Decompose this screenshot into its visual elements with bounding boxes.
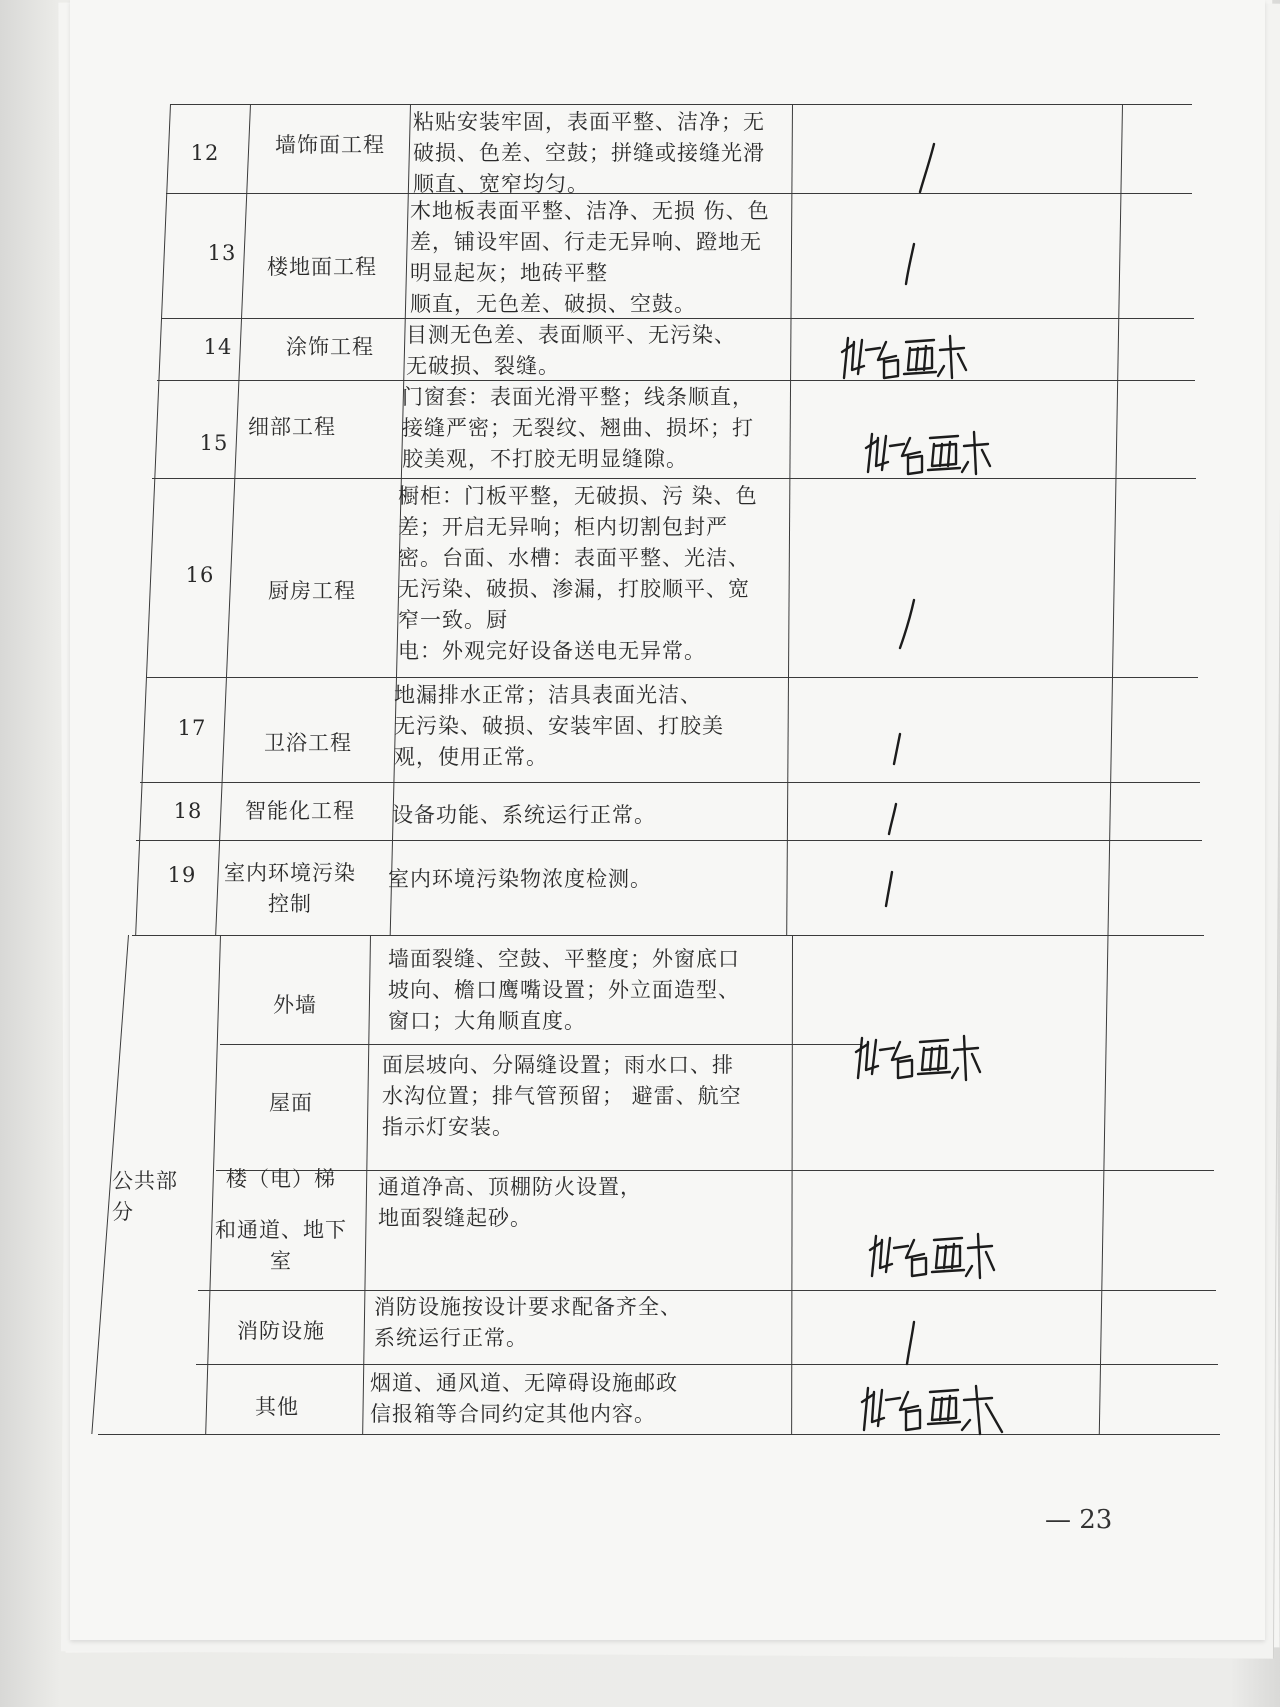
handwritten-slash-mark (876, 868, 906, 916)
document-page (70, 0, 1265, 1640)
handwritten-slash-mark (878, 800, 908, 844)
row-item: 智能化工程 (245, 799, 355, 823)
public-item: 消防设施 (237, 1319, 325, 1343)
handwritten-signature-conforms (840, 330, 970, 390)
public-item: 楼（电）梯 和通道、地下 室 (215, 1167, 347, 1273)
row-requirement: 门窗套：表面光滑平整；线条顺直， 接缝严密；无裂纹、翘曲、损坏；打 胶美观，不打胶无明显缝隙。 (402, 385, 754, 471)
handwritten-slash-mark (888, 596, 928, 660)
handwritten-signature-conforms (868, 1228, 998, 1292)
row-number: 12 (190, 141, 220, 165)
row-requirement: 地漏排水正常；洁具表面光洁、 无污染、破损、安装牢固、打胶美 观，使用正常。 (394, 683, 724, 769)
handwritten-slash-mark (896, 240, 926, 294)
row-number: 14 (203, 335, 233, 359)
handwritten-signature-conforms (864, 428, 994, 488)
row-requirement: 粘贴安装牢固，表面平整、洁净；无 破损、色差、空鼓；拼缝或接缝光滑 顺直、宽窄均匀。 (413, 110, 765, 196)
handwritten-slash-mark (896, 1318, 926, 1374)
row-number: 15 (199, 431, 229, 455)
page-number: — 23 (1045, 1505, 1113, 1535)
public-section-label: 公共部 分 (112, 1169, 178, 1224)
public-requirement: 消防设施按设计要求配备齐全、 系统运行正常。 (374, 1295, 682, 1350)
row-requirement: 橱柜：门板平整，无破损、污 染、色 差；开启无异响；柜内切割包封严 密。台面、水槽：表面平整、光洁、 无污染、破损、渗漏，打胶顺平、宽 窄一致。厨 电：外观完好设备送电无异常。 (398, 484, 758, 663)
row-requirement: 木地板表面平整、洁净、无损 伤、色 差，铺设牢固、行走无异响、蹬地无 明显起灰；地砖平整 顺直，无色差、破损、空鼓。 (410, 199, 770, 316)
handwritten-slash-mark (882, 730, 912, 774)
row-item: 室内环境污染 控制 (224, 861, 356, 916)
handwritten-signature-conforms (860, 1380, 1010, 1444)
row-item: 楼地面工程 (267, 255, 377, 279)
row-item: 墙饰面工程 (275, 133, 385, 157)
row-item: 细部工程 (248, 415, 336, 439)
inspection-table (70, 0, 1265, 1640)
public-item: 外墙 (273, 993, 317, 1017)
row-requirement: 设备功能、系统运行正常。 (392, 803, 656, 827)
row-item: 涂饰工程 (286, 335, 374, 359)
public-requirement: 烟道、通风道、无障碍设施邮政 信报箱等合同约定其他内容。 (370, 1371, 678, 1426)
public-requirement: 面层坡向、分隔缝设置；雨水口、排 水沟位置；排气管预留； 避雷、航空 指示灯安装。 (382, 1053, 742, 1139)
public-item: 其他 (255, 1395, 299, 1419)
public-item: 屋面 (269, 1091, 313, 1115)
row-requirement: 目测无色差、表面顺平、无污染、 无破损、裂缝。 (406, 323, 736, 378)
row-number: 16 (185, 563, 215, 587)
handwritten-signature-conforms (854, 1030, 984, 1094)
row-number: 13 (207, 241, 237, 265)
row-number: 17 (177, 716, 207, 740)
row-number: 19 (167, 863, 197, 887)
row-item: 卫浴工程 (264, 731, 352, 755)
handwritten-slash-mark (908, 140, 948, 204)
public-requirement: 墙面裂缝、空鼓、平整度；外窗底口 坡向、檐口鹰嘴设置；外立面造型、 窗口；大角顺直度。 (388, 947, 740, 1033)
public-requirement: 通道净高、顶棚防火设置， 地面裂缝起砂。 (378, 1175, 642, 1230)
row-number: 18 (173, 799, 203, 823)
row-requirement: 室内环境污染物浓度检测。 (388, 867, 652, 891)
row-item: 厨房工程 (268, 579, 356, 603)
